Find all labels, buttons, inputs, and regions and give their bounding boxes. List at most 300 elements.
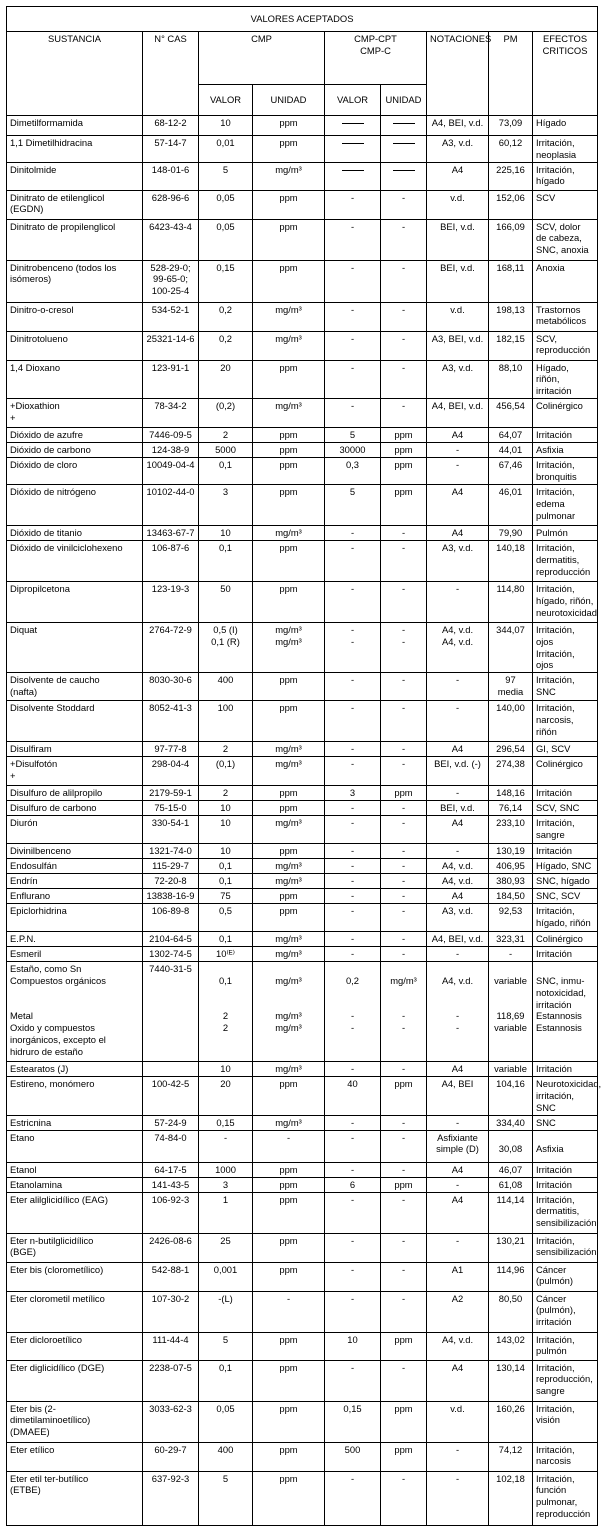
cell-unidad: ppm (253, 889, 325, 904)
cell-pm: 92,53 (489, 904, 533, 932)
cell-unidad: ppm (253, 673, 325, 701)
cell-unidad: mg/m³ (253, 947, 325, 962)
cell-valor-cpt: - (325, 1115, 381, 1130)
cell-efectos: Irritación, visión (533, 1401, 598, 1442)
cell-cas: 106-92-3 (143, 1192, 199, 1233)
cell-unidad: ppm (253, 1192, 325, 1233)
cell-unidad-cpt: - (381, 1130, 427, 1162)
cell-unidad-cpt: - (381, 932, 427, 947)
cell-efectos: Irritación, narcosis, riñón (533, 701, 598, 742)
cell-valor-cpt: - (325, 1262, 381, 1291)
cell-valor-cpt: 0,15 (325, 1401, 381, 1442)
cell-unidad-cpt: - (381, 581, 427, 622)
cell-valor: 5 (199, 1332, 253, 1360)
cell-notaciones: A4 (427, 427, 489, 442)
cell-efectos: SCV (533, 190, 598, 219)
cell-cas: 10049-04-4 (143, 457, 199, 484)
cell-unidad-cpt: - (381, 1471, 427, 1525)
cell-valor-cpt: - (325, 701, 381, 742)
cell-unidad: ppm (253, 116, 325, 136)
cell-valor: 0,1 (199, 859, 253, 874)
table-row (7, 136, 598, 163)
cell-notaciones: A3, v.d. (427, 904, 489, 932)
cell-efectos: Asfixia (533, 442, 598, 457)
cell-unidad-cpt: - (381, 844, 427, 859)
cell-sustancia: Estaño, como Sn Compuestos orgánicos Metal Oxido y compuestos inorgánicos, excepto el hidruro de estaño (7, 962, 143, 1062)
cell-sustancia: 1,4 Dioxano (7, 360, 143, 398)
cell-pm: 76,14 (489, 801, 533, 816)
cell-valor-cpt: 0,2 - - (325, 962, 381, 1062)
cell-pm: 143,02 (489, 1332, 533, 1360)
cell-unidad-cpt: - (381, 701, 427, 742)
cell-valor: 400 (199, 673, 253, 701)
cell-pm: 274,38 (489, 757, 533, 786)
table-row (7, 1360, 598, 1401)
cell-notaciones: BEI, v.d. (427, 801, 489, 816)
cell-notaciones: A3, v.d. (427, 540, 489, 581)
cell-unidad: - (253, 1130, 325, 1162)
cell-unidad-cpt: mg/m³ - - (381, 962, 427, 1062)
cell-sustancia: +Dioxathion + (7, 398, 143, 427)
cell-cas: 2179-59-1 (143, 786, 199, 801)
cell-unidad: ppm (253, 260, 325, 302)
cell-valor-cpt: 6 (325, 1177, 381, 1192)
cell-notaciones: A4 (427, 889, 489, 904)
table-row (7, 673, 598, 701)
cell-pm: variable (489, 1062, 533, 1077)
cell-cas: 628-96-6 (143, 190, 199, 219)
table-row (7, 816, 598, 844)
cell-sustancia: +Disulfotón + (7, 757, 143, 786)
cell-sustancia: Endosulfán (7, 859, 143, 874)
cell-sustancia: Disulfiram (7, 742, 143, 757)
cell-cas: 6423-43-4 (143, 219, 199, 260)
cell-efectos: Hígado, riñón, irritación (533, 360, 598, 398)
cell-notaciones: v.d. (427, 190, 489, 219)
cell-cas: 13838-16-9 (143, 889, 199, 904)
cell-cas: 637-92-3 (143, 1471, 199, 1525)
cell-cas (143, 1062, 199, 1077)
accepted-values-table (6, 6, 601, 1526)
cell-pm: 67,46 (489, 457, 533, 484)
cell-unidad-cpt: - (381, 757, 427, 786)
cell-efectos: Irritación, edema pulmonar (533, 484, 598, 525)
cell-unidad: ppm (253, 844, 325, 859)
cell-sustancia: Endrín (7, 874, 143, 889)
cell-unidad-cpt: - (381, 302, 427, 331)
cell-unidad: mg/m³ (253, 742, 325, 757)
cell-notaciones: A4 (427, 1360, 489, 1401)
long-dash (342, 143, 364, 144)
cell-cas: 534-52-1 (143, 302, 199, 331)
cell-valor: 0,001 (199, 1262, 253, 1291)
cell-sustancia: Eter alilglicidílico (EAG) (7, 1192, 143, 1233)
cell-sustancia: Dinitolmide (7, 162, 143, 190)
cell-unidad-cpt: ppm (381, 1077, 427, 1115)
cell-efectos: SCV, reproducción (533, 331, 598, 360)
cell-sustancia: Dinitrato de etilenglicol (EGDN) (7, 190, 143, 219)
table-row (7, 581, 598, 622)
table-row (7, 360, 598, 398)
cell-valor-cpt: - (325, 1130, 381, 1162)
cell-valor: (0,2) (199, 398, 253, 427)
cell-efectos: Irritación (533, 844, 598, 859)
cell-sustancia: Disolvente de caucho (nafta) (7, 673, 143, 701)
cell-sustancia: Etanolamina (7, 1177, 143, 1192)
cell-valor: 0,05 (199, 1401, 253, 1442)
cell-notaciones: A4, BEI, v.d. (427, 116, 489, 136)
cell-cas: 64-17-5 (143, 1162, 199, 1177)
long-dash (342, 170, 364, 171)
cell-pm: 88,10 (489, 360, 533, 398)
cell-notaciones: BEI, v.d. (-) (427, 757, 489, 786)
table-row (7, 1442, 598, 1471)
cell-unidad: mg/m³ (253, 1062, 325, 1077)
cell-unidad-cpt: ppm (381, 786, 427, 801)
cell-valor-cpt: - (325, 260, 381, 302)
cell-cas: 111-44-4 (143, 1332, 199, 1360)
cell-pm: 46,01 (489, 484, 533, 525)
cell-pm: 114,96 (489, 1262, 533, 1291)
cell-valor-cpt: - (325, 540, 381, 581)
cell-cas: 13463-67-7 (143, 525, 199, 540)
cell-efectos: Irritación (533, 1177, 598, 1192)
table-row (7, 742, 598, 757)
cell-unidad: mg/m³ (253, 398, 325, 427)
cell-pm: 344,07 (489, 622, 533, 672)
cell-valor-cpt: - (325, 190, 381, 219)
table-row (7, 844, 598, 859)
table-row (7, 1115, 598, 1130)
table-row (7, 962, 598, 1062)
cell-cas: 7446-09-5 (143, 427, 199, 442)
cell-pm: 168,11 (489, 260, 533, 302)
cell-unidad: ppm (253, 457, 325, 484)
cell-pm: 74,12 (489, 1442, 533, 1471)
cell-unidad-cpt (381, 136, 427, 163)
table-row (7, 801, 598, 816)
cell-valor: 0,2 (199, 331, 253, 360)
cell-valor: 0,1 (199, 457, 253, 484)
cell-pm: 79,90 (489, 525, 533, 540)
cell-unidad-cpt: ppm (381, 427, 427, 442)
cell-notaciones: - (427, 1233, 489, 1262)
cell-efectos: Irritación (533, 1162, 598, 1177)
cell-valor: 10 (199, 116, 253, 136)
cell-notaciones: A3, BEI, v.d. (427, 331, 489, 360)
cell-valor-cpt: - (325, 859, 381, 874)
cell-cas: 57-24-9 (143, 1115, 199, 1130)
cell-unidad-cpt: - (381, 673, 427, 701)
cell-sustancia: Eter bis (2- dimetilaminoetílico) (DMAEE) (7, 1401, 143, 1442)
cell-valor: 2 (199, 427, 253, 442)
cell-valor: - (199, 1130, 253, 1162)
cell-unidad: ppm (253, 1233, 325, 1262)
cell-valor-cpt: - - (325, 622, 381, 672)
cell-efectos: SNC (533, 1115, 598, 1130)
cell-unidad-cpt: - (381, 1062, 427, 1077)
table-row (7, 1062, 598, 1077)
cell-efectos: Irritación, hígado, riñón, neurotoxicidad (533, 581, 598, 622)
table-row (7, 219, 598, 260)
cell-pm: 160,26 (489, 1401, 533, 1442)
cell-valor: 400 (199, 1442, 253, 1471)
cell-valor: 0,01 (199, 136, 253, 163)
cell-valor-cpt: - (325, 1360, 381, 1401)
cell-sustancia: Eter clorometil metílico (7, 1291, 143, 1332)
cell-unidad-cpt: - (381, 1192, 427, 1233)
cell-unidad: mg/m³ (253, 302, 325, 331)
cell-notaciones: A4, v.d. A4, v.d. (427, 622, 489, 672)
cell-unidad: ppm (253, 1360, 325, 1401)
cell-valor-cpt: - (325, 947, 381, 962)
cell-unidad: ppm (253, 190, 325, 219)
cell-unidad-cpt: - (381, 219, 427, 260)
table-row (7, 331, 598, 360)
cell-unidad: mg/m³ (253, 757, 325, 786)
cell-cas: 330-54-1 (143, 816, 199, 844)
cell-efectos: Asfixia (533, 1130, 598, 1162)
cell-sustancia: Eter bis (clorometílico) (7, 1262, 143, 1291)
cell-valor: 0,05 (199, 190, 253, 219)
header-valor-cpt: VALOR (325, 85, 381, 116)
cell-cas: 2104-64-5 (143, 932, 199, 947)
cell-notaciones: - (427, 457, 489, 484)
cell-unidad: ppm (253, 219, 325, 260)
cell-sustancia: Dióxido de azufre (7, 427, 143, 442)
cell-sustancia: Etano (7, 1130, 143, 1162)
cell-pm: 64,07 (489, 427, 533, 442)
cell-valor: 20 (199, 1077, 253, 1115)
cell-pm: 152,06 (489, 190, 533, 219)
cell-valor: 2 (199, 786, 253, 801)
cell-notaciones: A1 (427, 1262, 489, 1291)
cell-notaciones: - (427, 844, 489, 859)
cell-cas: 74-84-0 (143, 1130, 199, 1162)
cell-pm: 104,16 (489, 1077, 533, 1115)
header-cmp-cpt: CMP-CPT CMP-C (325, 32, 427, 85)
cell-unidad-cpt: - (381, 331, 427, 360)
cell-sustancia: Eter n-butilglicidílico (BGE) (7, 1233, 143, 1262)
cell-cas: 2426-08-6 (143, 1233, 199, 1262)
cell-efectos: Irritación, función pulmonar, reproducción (533, 1471, 598, 1525)
cell-valor-cpt: - (325, 932, 381, 947)
table-row (7, 786, 598, 801)
table-row (7, 302, 598, 331)
cell-cas: 2238-07-5 (143, 1360, 199, 1401)
cell-efectos: Irritación (533, 786, 598, 801)
cell-sustancia: Estireno, monómero (7, 1077, 143, 1115)
cell-cas: 8030-30-6 (143, 673, 199, 701)
header-cmp: CMP (199, 32, 325, 85)
cell-sustancia: Dióxido de vinilciclohexeno (7, 540, 143, 581)
long-dash (393, 143, 415, 144)
table-row (7, 1233, 598, 1262)
header-cas: N° CAS (143, 32, 199, 116)
cell-cas: 123-19-3 (143, 581, 199, 622)
table-row (7, 162, 598, 190)
cell-unidad: ppm (253, 1177, 325, 1192)
cell-valor: 0,2 (199, 302, 253, 331)
cell-pm: 233,10 (489, 816, 533, 844)
cell-valor: 20 (199, 360, 253, 398)
cell-valor-cpt: 40 (325, 1077, 381, 1115)
cell-pm: 30,08 (489, 1130, 533, 1162)
cell-unidad: mg/m³ (253, 525, 325, 540)
cell-notaciones: A4 (427, 1062, 489, 1077)
cell-sustancia: Eter dicloroetílico (7, 1332, 143, 1360)
cell-pm: 296,54 (489, 742, 533, 757)
table-row (7, 1262, 598, 1291)
cell-unidad: ppm (253, 1401, 325, 1442)
cell-cas: 97-77-8 (143, 742, 199, 757)
cell-valor-cpt: 30000 (325, 442, 381, 457)
cell-cas: 123-91-1 (143, 360, 199, 398)
table-row (7, 1192, 598, 1233)
cell-valor: 25 (199, 1233, 253, 1262)
cell-unidad: - (253, 1291, 325, 1332)
cell-cas: 78-34-2 (143, 398, 199, 427)
cell-notaciones: - (427, 786, 489, 801)
cell-valor-cpt: - (325, 219, 381, 260)
cell-unidad-cpt: - (381, 360, 427, 398)
cell-sustancia: Disulfuro de alilpropilo (7, 786, 143, 801)
table-row (7, 116, 598, 136)
cell-notaciones: v.d. (427, 302, 489, 331)
cell-unidad-cpt: - (381, 190, 427, 219)
cell-unidad-cpt: ppm (381, 457, 427, 484)
cell-unidad: ppm (253, 427, 325, 442)
cell-unidad: ppm (253, 1262, 325, 1291)
cell-efectos: Irritación (533, 947, 598, 962)
cell-cas: 115-29-7 (143, 859, 199, 874)
cell-notaciones: Asfixiante simple (D) (427, 1130, 489, 1162)
cell-valor: 10 (199, 1062, 253, 1077)
cell-valor-cpt (325, 116, 381, 136)
cell-pm: 102,18 (489, 1471, 533, 1525)
cell-unidad: ppm (253, 1332, 325, 1360)
cell-sustancia: Dimetilformamida (7, 116, 143, 136)
cell-cas: 3033-62-3 (143, 1401, 199, 1442)
cell-efectos: Irritación, reproducción, sangre (533, 1360, 598, 1401)
cell-efectos: Cáncer (pulmón), irritación (533, 1291, 598, 1332)
table-row (7, 442, 598, 457)
header-valor: VALOR (199, 85, 253, 116)
table-title: VALORES ACEPTADOS (7, 7, 598, 32)
cell-pm: 182,15 (489, 331, 533, 360)
cell-pm: 130,19 (489, 844, 533, 859)
table-row (7, 1291, 598, 1332)
cell-efectos: SNC, hígado (533, 874, 598, 889)
cell-notaciones: A4 (427, 1162, 489, 1177)
cell-valor: 75 (199, 889, 253, 904)
cell-unidad: ppm (253, 1162, 325, 1177)
cell-unidad: mg/m³ (253, 932, 325, 947)
cell-unidad-cpt: - (381, 1291, 427, 1332)
cell-efectos: Irritación, hígado, riñón (533, 904, 598, 932)
cell-unidad-cpt: ppm (381, 1442, 427, 1471)
long-dash (393, 123, 415, 124)
cell-notaciones: A3, v.d. (427, 136, 489, 163)
cell-valor: 0,1 (199, 540, 253, 581)
cell-efectos: Irritación (533, 1062, 598, 1077)
table-row (7, 1130, 598, 1162)
cell-efectos: Irritación, sangre (533, 816, 598, 844)
cell-cas: 7440-31-5 (143, 962, 199, 1062)
cell-pm: 130,21 (489, 1233, 533, 1262)
cell-valor-cpt: - (325, 360, 381, 398)
cell-valor-cpt: - (325, 1062, 381, 1077)
cell-pm: 130,14 (489, 1360, 533, 1401)
cell-sustancia: Disulfuro de carbono (7, 801, 143, 816)
cell-unidad-cpt: ppm (381, 1177, 427, 1192)
cell-valor-cpt: - (325, 673, 381, 701)
table-row (7, 932, 598, 947)
cell-valor: 0,5 (199, 904, 253, 932)
cell-unidad-cpt: ppm (381, 1401, 427, 1442)
cell-valor: 0,1 2 2 (199, 962, 253, 1062)
cell-pm: variable 118,69 variable (489, 962, 533, 1062)
cell-unidad: mg/m³ (253, 859, 325, 874)
cell-unidad-cpt: ppm (381, 442, 427, 457)
cell-cas: 528-29-0; 99-65-0; 100-25-4 (143, 260, 199, 302)
cell-unidad: ppm (253, 1471, 325, 1525)
cell-notaciones: v.d. (427, 1401, 489, 1442)
cell-valor: 3 (199, 1177, 253, 1192)
cell-notaciones: - (427, 701, 489, 742)
cell-unidad-cpt: - (381, 260, 427, 302)
cell-notaciones: A4, BEI, v.d. (427, 398, 489, 427)
cell-sustancia: Dinitro-o-cresol (7, 302, 143, 331)
cell-efectos: Colinérgico (533, 932, 598, 947)
cell-pm: - (489, 947, 533, 962)
cell-sustancia: Dinitrato de propilenglicol (7, 219, 143, 260)
cell-unidad-cpt: - (381, 1233, 427, 1262)
cell-notaciones: - (427, 947, 489, 962)
table-row (7, 947, 598, 962)
cell-unidad-cpt: - (381, 874, 427, 889)
cell-cas: 298-04-4 (143, 757, 199, 786)
cell-valor: 3 (199, 484, 253, 525)
cell-unidad-cpt: - (381, 398, 427, 427)
cell-unidad-cpt: - (381, 859, 427, 874)
cell-notaciones: - (427, 442, 489, 457)
cell-pm: 61,08 (489, 1177, 533, 1192)
cell-valor-cpt: - (325, 1291, 381, 1332)
cell-sustancia: Esmeril (7, 947, 143, 962)
cell-valor-cpt: 5 (325, 427, 381, 442)
cell-valor: 100 (199, 701, 253, 742)
cell-pm: 225,16 (489, 162, 533, 190)
cell-unidad-cpt: - (381, 889, 427, 904)
cell-valor: 0,1 (199, 932, 253, 947)
cell-sustancia: Epiclorhidrina (7, 904, 143, 932)
cell-valor: 5000 (199, 442, 253, 457)
cell-cas: 10102-44-0 (143, 484, 199, 525)
cell-valor: 10 (199, 525, 253, 540)
cell-valor-cpt: 10 (325, 1332, 381, 1360)
cell-pm: 46,07 (489, 1162, 533, 1177)
cell-notaciones: BEI, v.d. (427, 260, 489, 302)
table-row (7, 1332, 598, 1360)
cell-cas: 106-87-6 (143, 540, 199, 581)
cell-unidad: mg/m³ mg/m³ (253, 622, 325, 672)
cell-valor: 10 (199, 816, 253, 844)
table-row (7, 260, 598, 302)
cell-valor-cpt: - (325, 874, 381, 889)
cell-efectos: Irritación, pulmón (533, 1332, 598, 1360)
cell-valor: 10 (199, 801, 253, 816)
